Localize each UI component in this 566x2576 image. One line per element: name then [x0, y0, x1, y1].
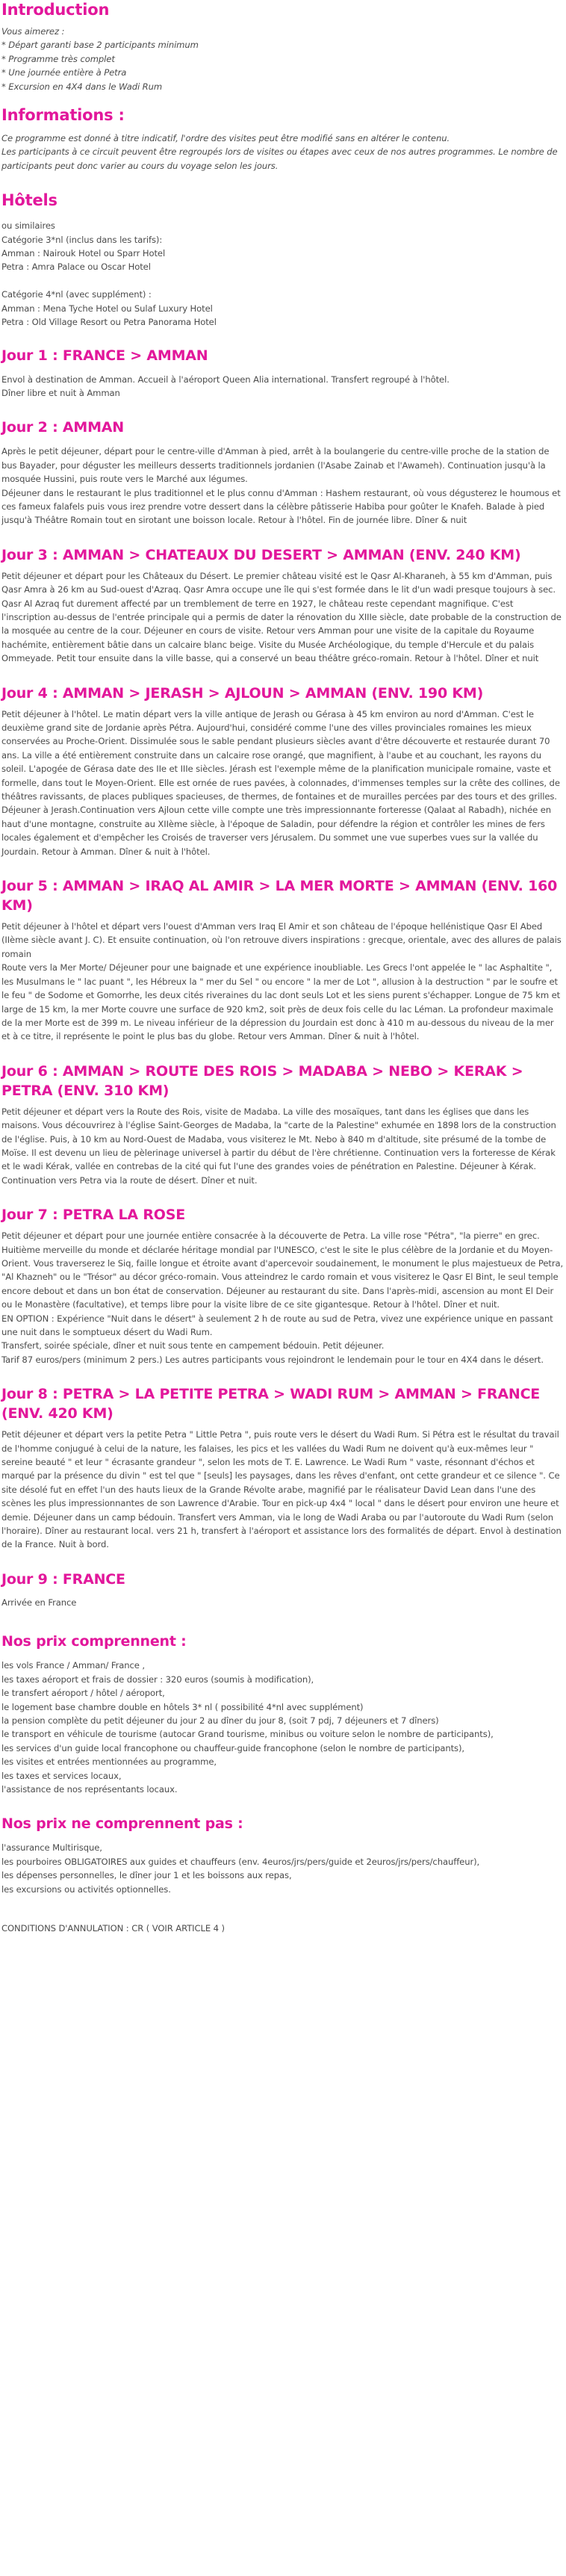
text-line: Arrivée en France [1, 1597, 77, 1608]
section-jour-4 [1, 684, 565, 858]
section-jour-7 [1, 1205, 565, 1366]
section-title: Jour 9 : FRANCE [1, 1570, 125, 1588]
text-line: Petit déjeuner à l'hôtel et départ vers l'ouest d'Amman vers Iraq El Amir et son château de l'époque hellénistique Qasr El Abed (IIème siècle avant J. C). Et ensuite continuation, où l'on retrouve divers inspirations : grecque, orientale, avec des allures de palais romain [1, 921, 565, 959]
text-line: * Départ garanti base 2 participants minimum [1, 40, 199, 51]
text-line: les pourboires OBLIGATOIRES aux guides et chauffeurs (env. 4euros/jrs/pers/guide et 2euros/jrs/pers/chauffeur), [1, 1856, 480, 1867]
section-title: Jour 3 : AMMAN > CHATEAUX DU DESERT > AMMAN (ENV. 240 KM) [1, 546, 521, 563]
text-line: les taxes et services locaux, [1, 1770, 122, 1781]
text-line: les services d'un guide local francophone ou chauffeur-guide francophone (selon le nombre de participants), [1, 1742, 464, 1753]
text-line: Amman : Mena Tyche Hotel ou Sulaf Luxury Hotel [1, 303, 213, 314]
text-line: les vols France / Amman/ France , [1, 1660, 145, 1671]
text-line: la pension complète du petit déjeuner du jour 2 au dîner du jour 8, (soit 7 pdj, 7 déjeuners et 7 dîners) [1, 1715, 439, 1726]
text-line: Catégorie 4*nl (avec supplément) : [1, 289, 152, 300]
section-prix-ne-comprennent [1, 1814, 565, 1896]
section-prix-comprennent [1, 1632, 565, 1796]
section-body [1, 1105, 565, 1187]
section-title: Informations : [1, 106, 125, 125]
section-conditions [1, 1922, 565, 1935]
section-title: Nos prix comprennent : [1, 1633, 187, 1650]
section-body [1, 569, 565, 666]
section-title: Introduction [1, 1, 110, 19]
section-body [1, 25, 565, 93]
text-line: Après le petit déjeuner, départ pour le centre-ville d'Amman à pied, arrêt à la boulangerie du centre-ville proche de la station de bus Bayader, pour déguster les meilleurs desserts traditionnels jordanien (l'Asabe Zainab et l'Awameh). Continuation jusqu'à la mosquée Hussini, puis route vers le Marché aux légumes. [1, 446, 552, 485]
text-line: Petra : Old Village Resort ou Petra Panorama Hotel [1, 317, 217, 328]
section-jour-8 [1, 1384, 565, 1552]
text-line: EN OPTION : Expérience "Nuit dans le désert" à seulement 2 h de route au sud de Petra, vivez une expérience unique en passant une nuit dans le somptueux désert du Wadi Rum. [1, 1313, 556, 1337]
section-body [1, 1596, 565, 1609]
section-title: Jour 6 : AMMAN > ROUTE DES ROIS > MADABA > NEBO > KERAK > PETRA (ENV. 310 KM) [1, 1062, 523, 1099]
section-hotels [1, 191, 565, 329]
section-jour-6 [1, 1062, 565, 1187]
text-line: Petit déjeuner et départ pour les Châteaux du Désert. Le premier château visité est le Qasr Al-Kharaneh, à 55 km d'Amman, puis Qasr Amra à 26 km au Sud-ouest d'Azraq. Qasr Amra occupe une île qui s'est formée dans le lit d'un wadi presque toujours à sec. Qasr Al Azraq fut durement affecté par un tremblement de terre en 1927, le château reste cependant magnifique. C'est l'inscription au-dessus de l'entrée principale qui a permis de dater la rénovation du XIIIe siècle, date probable de la construction de la mosquée au centre de la cour. Déjeuner en cours de visite. Retour vers Amman pour une visite de la capitale du Royaume hachémite, entièrement bâtie dans un calcaire blanc beige. Visite du Musée Archéologique, du temple d'Hercule et du palais Ommeyade. Petit tour ensuite dans la ville basse, qui a conservé un beau théâtre gréco-romain. Retour à l'hôtel. Dîner et nuit [1, 570, 565, 664]
section-title: Jour 8 : PETRA > LA PETITE PETRA > WADI RUM > AMMAN > FRANCE (ENV. 420 KM) [1, 1386, 541, 1422]
section-jour-1 [1, 346, 565, 400]
text-line: Petit déjeuner et départ vers la petite Petra " Little Petra ", puis route vers le désert du Wadi Rum. Si Pétra est le résultat du travail de l'homme conjugué à celui de la nature, les falaises, les pics et les vallées du Wadi Rum ne doivent qu'à eux-mêmes leur " sereine beauté " et leur " écrasante grandeur ", selon les mots de T. E. Lawrence. Le Wadi Rum " vaste, résonnant d'échos et marqué par la présence du divin " est tel que " [seuls] les paysages, dans les rêves d'enfant, ont cette grandeur et ce silence ". Ce site désolé fut en effet l'un des hauts lieux de la Grande Révolte arabe, magnifié par le réalisateur David Lean dans l'une des scènes les plus impressionnantes de son Lawrence d'Arabie. Tour en pick-up 4x4 " local " dans le désert pour environ une heure et demie. Déjeuner dans un camp bédouin. Transfert vers Amman, via le long de Wadi Araba ou par l'autoroute du Wadi Rum (selon l'horaire). Dîner au restaurant local. vers 21 h, transfert à l'aéroport et assistance lors des formalités de départ. Envol à destination de la France. Nuit à bord. [1, 1429, 565, 1550]
text-line: Vous aimerez : [1, 26, 65, 37]
section-title: Jour 4 : AMMAN > JERASH > AJLOUN > AMMAN (ENV. 190 KM) [1, 684, 484, 702]
text-line: Tarif 87 euros/pers (minimum 2 pers.) Les autres participants vous rejoindront le lendemain pour le tour en 4X4 dans le désert. [1, 1354, 544, 1365]
section-body [1, 708, 565, 858]
text-line: Route vers la Mer Morte/ Déjeuner pour une baignade et une expérience inoubliable. Les Grecs l'ont appelée le " lac Asphaltite ", les Musulmans le " lac puant ", les Hébreux la " mer du Sel " ou encore " la mer de Lot ", allusion à la destruction " par le soufre et le feu " de Sodome et Gomorrhe, les deux cités riveraines du lac dont seuls Lot et les siens purent s'échapper. Longue de 75 km et large de 15 km, la mer Morte couvre une surface de 920 km2, soit près de deux fois celle du lac Léman. La profondeur maximale de la mer Morte est de 399 m. Le niveau inférieur de la dépression du Jourdain est donc à 410 m au-dessous du niveau de la mer et à ce titre, il représente le point le plus bas du globe. Retour vers Amman. Dîner & nuit à l'hôtel. [1, 962, 563, 1042]
section-body [1, 920, 565, 1044]
section-title: Jour 1 : FRANCE > AMMAN [1, 347, 208, 364]
section-body [1, 373, 565, 400]
text-line: l'assistance de nos représentants locaux. [1, 1783, 178, 1795]
section-jour-2 [1, 418, 565, 527]
text-line [1, 274, 565, 288]
section-body [1, 1229, 565, 1366]
section-jour-9 [1, 1570, 565, 1609]
text-line: Petit déjeuner à l'hôtel. Le matin départ vers la ville antique de Jerash ou Gérasa à 45 km environ au nord d'Amman. C'est le deuxième grand site de Jordanie après Pétra. Aujourd'hui, considéré comme l'une des villes provinciales romaines les mieux conservées au Proche-Orient. Dissimulée sous le sable pendant plusieurs siècles avant d'être découverte et restaurée durant 70 ans. La ville a été entièrement construite dans un calcaire rose orangé, que magnifient, à l'aube et au couchant, les rayons du soleil. L'apogée de Gérasa date des IIe et IIIe siècles. Jérash est l'exemple même de la planification municipale romaine, vaste et formelle, dans tout le Moyen-Orient. Elle est ornée de rues pavées, à colonnades, d'immenses temples sur la crête des collines, de théâtres ravissants, de places publiques spacieuses, de thermes, de fontaines et de murailles percées par des tours et des grilles. Déjeuner à Jerash.Continuation vers Ajloun cette ville compte une très impressionnante forteresse (Qalaat al Rabadh), nichée en haut d'une montagne, construite au XIIème siècle, à l'époque de Saladin, pour défendre la région et contrôler les mines de fers locales également et d'empêcher les Croisés de traverser vers Jérusalem. Du sommet une vue superbes vues sur la vallée du Jourdain. Retour à Amman. Dîner & nuit à l'hôtel. [1, 708, 563, 857]
text-line: Transfert, soirée spéciale, dîner et nuit sous tente en campement bédouin. Petit déjeuner. [1, 1340, 385, 1352]
section-title: Jour 5 : AMMAN > IRAQ AL AMIR > LA MER MORTE > AMMAN (ENV. 160 KM) [1, 878, 558, 914]
text-line: Amman : Nairouk Hotel ou Sparr Hotel [1, 248, 166, 259]
text-line: les excursions ou activités optionnelles. [1, 1883, 171, 1895]
section-body [1, 1841, 565, 1896]
text-line: Petit déjeuner et départ vers la Route des Rois, visite de Madaba. La ville des mosaïques, tant dans les églises que dans les maisons. Vous découvrirez à l'église Saint-Georges de Madaba, la "carte de la Palestine" exhumée en 1898 lors de la construction de l'église. Puis, à 10 km au Nord-Ouest de Madaba, vous visiterez le Mt. Nebo à 840 m d'altitude, site présumé de la tombe de Moïse. Il est devenu un lieu de pèlerinage universel à partir du début de l'ère chrétienne. Continuation vers la forteresse de Kérak et le wadi Kérak, vallée en contrebas de la cité qui fut l'une des grandes voies de pénétration en Palestine. Déjeuner à Kérak. Continuation vers Petra via la route de désert. Dîner et nuit. [1, 1106, 559, 1186]
text-line: Déjeuner dans le restaurant le plus traditionnel et le plus connu d'Amman : Hashem restaurant, où vous dégusterez le houmous et ces fameux falafels puis vous irez prendre votre dessert dans la célèbre pâtisserie Habiba pour goûter le Knafeh. Balade à pied jusqu'à Théâtre Romain tout en sirotant une boisson locale. Retour à l'hôtel. Fin de journée libre. Dîner & nuit [1, 487, 564, 526]
text-line: le transfert aéroport / hôtel / aéroport, [1, 1688, 165, 1699]
section-title: Jour 2 : AMMAN [1, 419, 125, 436]
text-line: Dîner libre et nuit à Amman [1, 387, 120, 398]
section-body [1, 1428, 565, 1552]
text-line: * Programme très complet [1, 53, 115, 64]
text-line: Petit déjeuner et départ pour une journée entière consacrée à la découverte de Petra. La ville rose "Pétra", "la pierre" en grec. Huitième merveille du monde et déclarée héritage mondial par l'UNESCO, c'est le site le plus célèbre de la Jordanie et du Moyen-Orient. Vous traverserez le Siq, faille longue et étroite avant d'apercevoir soudainement, le monument le plus majestueux de Petra, "Al Khazneh" ou le "Trésor" au décor gréco-romain. Vous atteindrez le cardo romain et vous visiterez le Qasr El Bint, le seul temple encore debout et dans un bon état de conservation. Déjeuner au restaurant du site. Dans l'après-midi, ascension au mont El Deir ou le Monastère (facultative), et temps libre pour la visite libre de ce site gigantesque. Retour à l'hôtel. Dîner et nuit. [1, 1230, 566, 1310]
section-jour-3 [1, 545, 565, 666]
section-jour-5 [1, 876, 565, 1044]
cancellation-conditions: CONDITIONS D'ANNULATION : CR ( VOIR ARTICLE 4 ) [1, 1922, 225, 1933]
text-line: ou similaires [1, 220, 55, 232]
section-body [1, 131, 565, 173]
text-line: les dépenses personnelles, le dîner jour 1 et les boissons aux repas, [1, 1870, 292, 1881]
text-line: le transport en véhicule de tourisme (autocar Grand tourisme, minibus ou voiture selon le nombre de participants), [1, 1729, 494, 1740]
text-line: le logement base chambre double en hôtels 3* nl ( possibilité 4*nl avec supplément) [1, 1701, 364, 1712]
section-title: Hôtels [1, 191, 57, 210]
text-line: les taxes aéroport et frais de dossier : 320 euros (soumis à modification), [1, 1674, 314, 1685]
text-line: * Une journée entière à Petra [1, 67, 127, 78]
text-line: Les participants à ce circuit peuvent être regroupés lors de visites ou étapes avec ceux de nos autres programmes. Le nombre de participants peut donc varier au cours du voyage selon les jours. [1, 146, 561, 171]
section-introduction [1, 0, 565, 93]
section-title: Jour 7 : PETRA LA ROSE [1, 1207, 185, 1224]
text-line: l'assurance Multirisque, [1, 1842, 102, 1854]
text-line: Catégorie 3*nl (inclus dans les tarifs): [1, 234, 163, 245]
text-line: Petra : Amra Palace ou Oscar Hotel [1, 261, 151, 273]
text-line: * Excursion en 4X4 dans le Wadi Rum [1, 81, 163, 92]
section-body [1, 1659, 565, 1796]
text-line: Envol à destination de Amman. Accueil à l'aéroport Queen Alia international. Transfert regroupé à l'hôtel. [1, 374, 450, 385]
section-title: Nos prix ne comprennent pas : [1, 1815, 243, 1833]
section-informations [1, 105, 565, 173]
text-line: Ce programme est donné à titre indicatif, l'ordre des visites peut être modifié sans en altérer le contenu. [1, 133, 450, 144]
text-line: les visites et entrées mentionnées au programme, [1, 1756, 217, 1768]
section-body [1, 219, 565, 329]
section-body [1, 445, 565, 527]
